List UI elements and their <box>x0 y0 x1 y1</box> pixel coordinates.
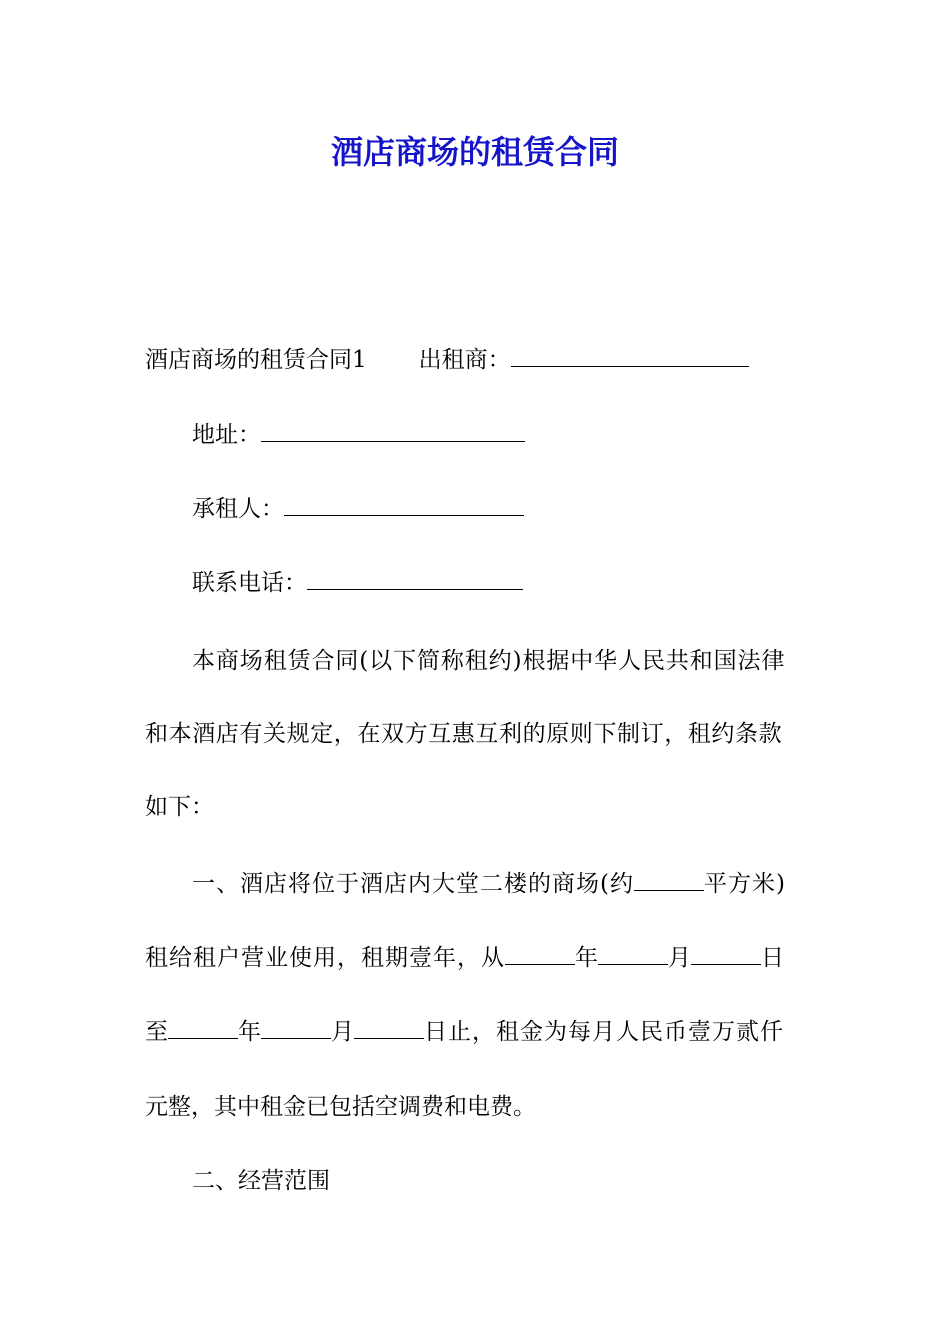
clause1-text-2d: 日 <box>761 945 784 971</box>
clause1-text-3d: 日止，租金为每月人民币壹万贰仟 <box>424 1019 784 1045</box>
area-blank <box>634 868 704 891</box>
lessee-label: 承租人： <box>192 496 284 522</box>
lessor-label: 出租商： <box>418 347 511 373</box>
intro-text-2: 和本酒店有关规定，在双方互惠互利的原则下制订，租约条款 <box>145 721 783 747</box>
end-month-blank <box>261 1016 331 1039</box>
start-year-blank <box>505 942 575 965</box>
intro-text-3: 如下： <box>145 794 214 820</box>
address-line <box>192 417 525 453</box>
end-year-blank <box>168 1016 238 1039</box>
clause1-text-1b: 平方米) <box>703 871 786 897</box>
clause1-line-2 <box>145 940 784 976</box>
clause2-heading-line <box>192 1163 330 1199</box>
phone-line <box>192 565 523 601</box>
address-blank <box>261 419 525 442</box>
start-day-blank <box>691 942 761 965</box>
clause1-text-3c: 月 <box>331 1019 354 1045</box>
intro-line-3 <box>145 789 214 825</box>
clause2-heading: 二、经营范围 <box>192 1168 330 1194</box>
end-day-blank <box>354 1016 424 1039</box>
start-month-blank <box>598 942 668 965</box>
phone-label: 联系电话： <box>192 570 307 596</box>
clause1-text-2c: 月 <box>668 945 691 971</box>
address-label: 地址： <box>192 422 261 448</box>
intro-text-1: 本商场租赁合同(以下简称租约)根据中华人民共和国法律 <box>192 648 786 674</box>
lessor-blank <box>511 344 749 367</box>
section-label: 酒店商场的租赁合同1 <box>145 347 367 373</box>
clause1-text-3a: 至 <box>145 1019 168 1045</box>
lessee-line <box>192 491 524 527</box>
phone-blank <box>307 567 523 590</box>
clause1-line-1 <box>192 866 786 902</box>
clause1-line-4 <box>145 1089 536 1125</box>
lessee-blank <box>284 493 524 516</box>
clause1-text-2b: 年 <box>575 945 598 971</box>
clause1-text-3b: 年 <box>238 1019 261 1045</box>
clause1-line-3 <box>145 1014 784 1050</box>
clause1-text-4: 元整，其中租金已包括空调费和电费。 <box>145 1094 536 1120</box>
intro-line-2 <box>145 716 805 752</box>
intro-line-1 <box>192 643 805 679</box>
header-line <box>145 342 749 378</box>
clause1-text-1a: 一、酒店将位于酒店内大堂二楼的商场(约 <box>192 871 634 897</box>
clause1-text-2a: 租给租户营业使用，租期壹年，从 <box>145 945 505 971</box>
document-title: 酒店商场的租赁合同 <box>330 133 619 171</box>
